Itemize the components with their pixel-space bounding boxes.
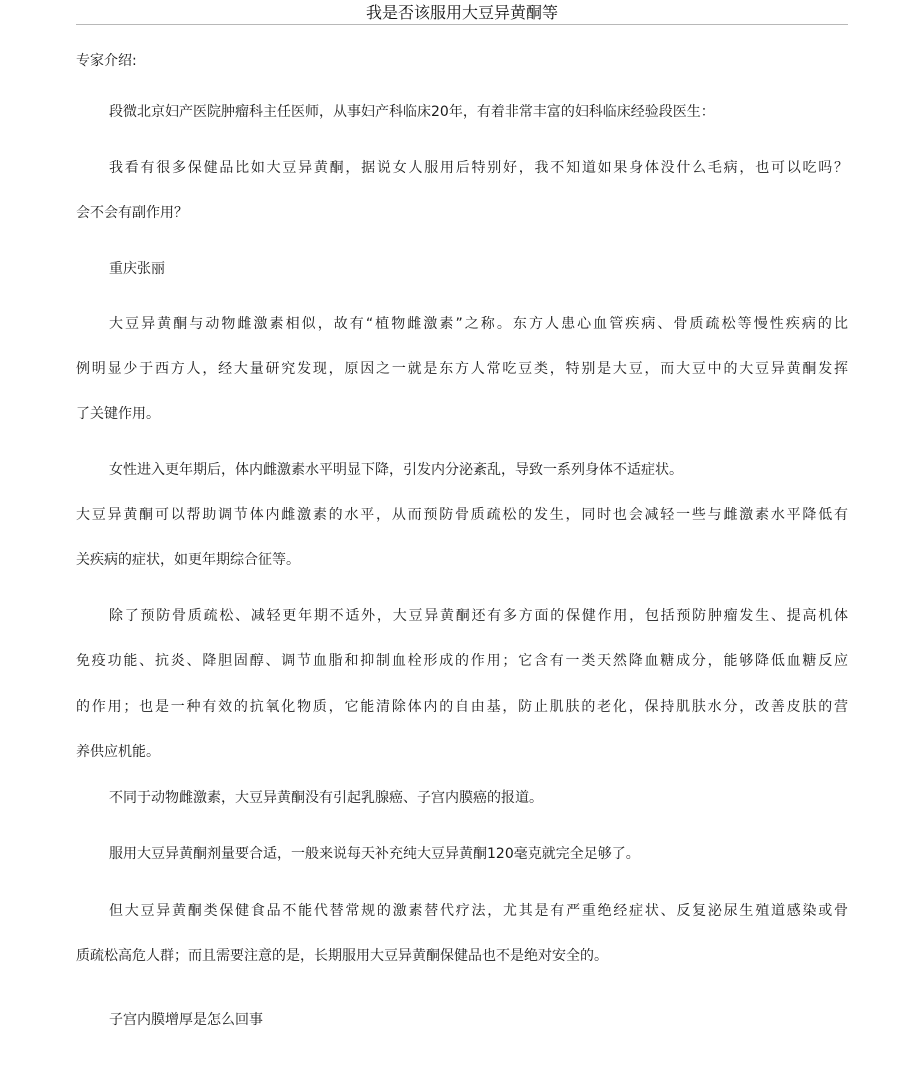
answer-line: 了关键作用。: [76, 406, 160, 422]
question-line: 会不会有副作用？: [76, 205, 188, 221]
answer-line: 的作用；也是一种有效的抗氧化物质，它能清除体内的自由基，防止肌肤的老化，保持肌肤水分，改善皮肤的营: [76, 699, 848, 715]
answer-line: 除了预防骨质疏松、减轻更年期不适外，大豆异黄酮还有多方面的保健作用，包括预防肿瘤发生、提高机体: [109, 608, 848, 624]
question-line: 我看有很多保健品比如大豆异黄酮，据说女人服用后特别好，我不知道如果身体没什么毛病，也可以吃吗？: [109, 160, 848, 176]
answer-line: 服用大豆异黄酮剂量要合适，一般来说每天补充纯大豆异黄酮120毫克就完全足够了。: [109, 846, 640, 862]
answer-line: 免疫功能、抗炎、降胆固醇、调节血脂和抑制血栓形成的作用；它含有一类天然降血糖成分，能够降低血糖反应: [76, 653, 848, 669]
answer-line: 女性进入更年期后，体内雌激素水平明显下降，引发内分泌紊乱，导致一系列身体不适症状。: [109, 462, 683, 478]
answer-line: 大豆异黄酮与动物雌激素相似，故有“植物雌激素”之称。东方人患心血管疾病、骨质疏松等慢性疾病的比: [109, 316, 848, 332]
title-divider: [76, 24, 848, 25]
expert-intro-label: 专家介绍:: [76, 53, 137, 69]
section-heading: 子宫内膜增厚是怎么回事: [109, 1012, 263, 1028]
answer-line: 但大豆异黄酮类保健食品不能代替常规的激素替代疗法，尤其是有严重绝经症状、反复泌尿生殖道感染或骨: [109, 903, 848, 919]
answer-line: 不同于动物雌激素，大豆异黄酮没有引起乳腺癌、子宫内膜癌的报道。: [109, 790, 543, 806]
questioner-name: 重庆张丽: [109, 261, 165, 277]
answer-line: 关疾病的症状，如更年期综合征等。: [76, 552, 300, 568]
answer-line: 例明显少于西方人，经大量研究发现，原因之一就是东方人常吃豆类，特别是大豆，而大豆中的大豆异黄酮发挥: [76, 361, 848, 377]
answer-line: 大豆异黄酮可以帮助调节体内雌激素的水平，从而预防骨质疏松的发生，同时也会减轻一些与雌激素水平降低有: [76, 507, 848, 523]
answer-line: 质疏松高危人群；而且需要注意的是，长期服用大豆异黄酮保健品也不是绝对安全的。: [76, 948, 608, 964]
answer-line: 养供应机能。: [76, 744, 160, 760]
expert-bio-line: 段微北京妇产医院肿瘤科主任医师，从事妇产科临床20年，有着非常丰富的妇科临床经验段医生：: [109, 104, 715, 120]
document-title: 我是否该服用大豆异黄酮等: [365, 3, 558, 22]
